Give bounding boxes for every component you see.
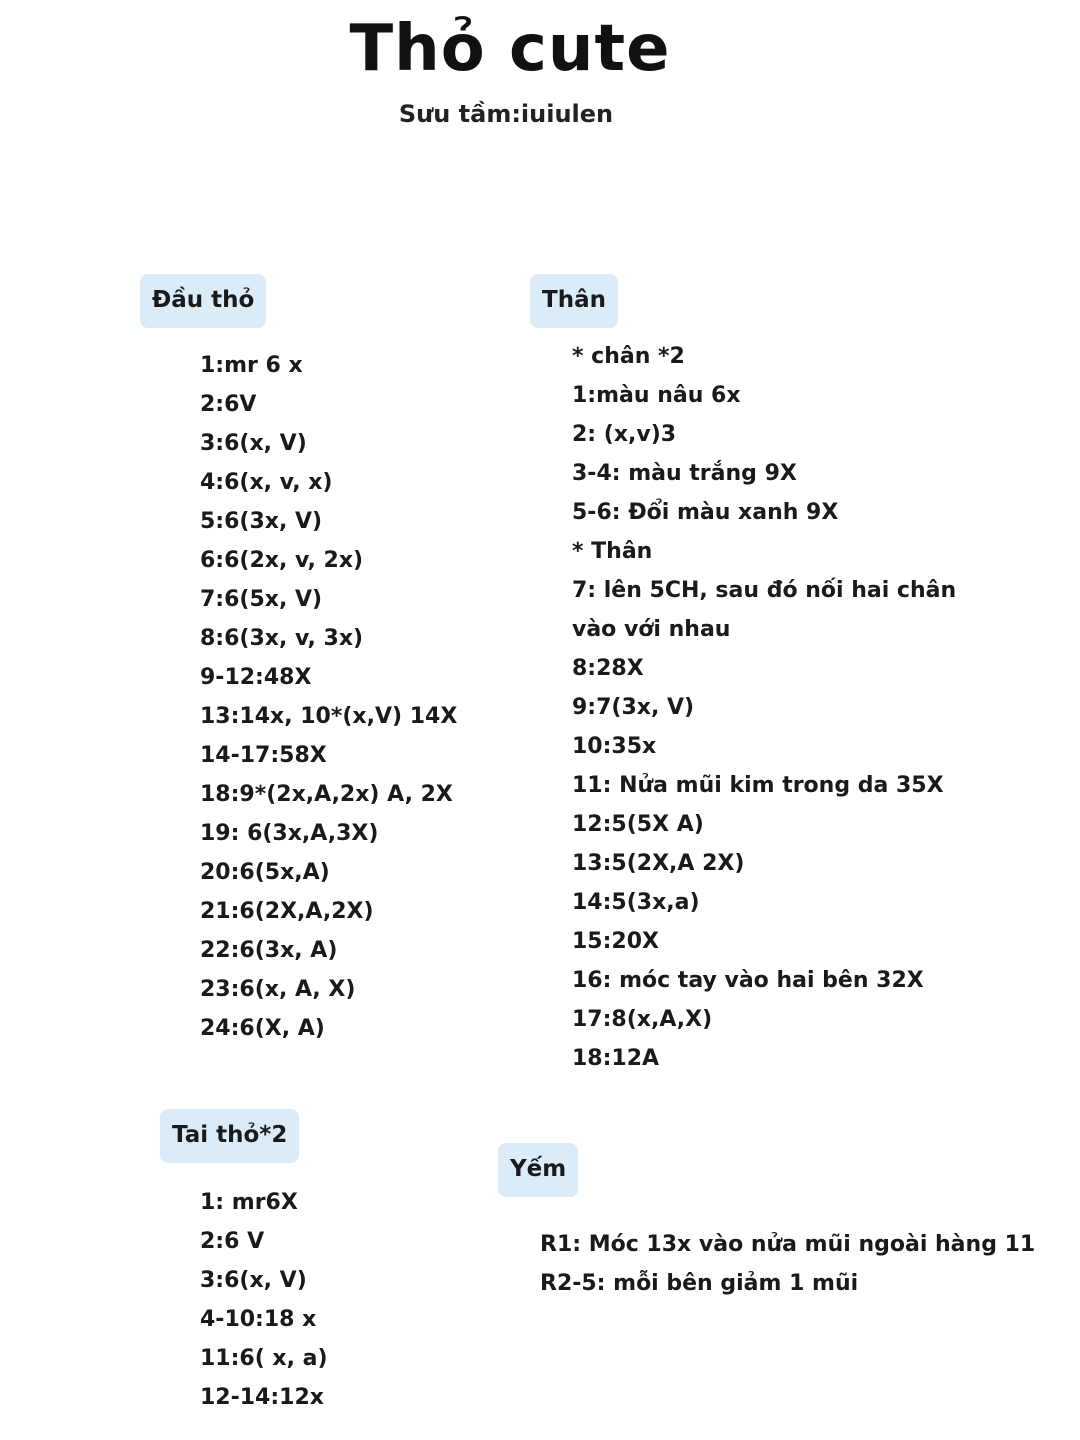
pattern-row: 14-17:58X [200,743,327,768]
pattern-row: R2-5: mỗi bên giảm 1 mũi [540,1271,859,1296]
section-heading-dau-tho: Đầu thỏ [140,274,266,328]
pattern-row: 2:6V [200,392,257,417]
pattern-row: 5-6: Đổi màu xanh 9X [572,500,839,525]
pattern-row: 13:14x, 10*(x,V) 14X [200,704,458,729]
pattern-row: 15:20X [572,929,659,954]
than-list [572,337,956,1078]
pattern-row: 9:7(3x, V) [572,695,695,720]
pattern-row: 16: móc tay vào hai bên 32X [572,968,924,993]
pattern-row: 7:6(5x, V) [200,587,323,612]
pattern-row: 9-12:48X [200,665,312,690]
pattern-row: 23:6(x, A, X) [200,977,356,1002]
yem-list [540,1225,1035,1303]
pattern-row: 21:6(2X,A,2X) [200,899,374,924]
pattern-row: 10:35x [572,734,657,759]
section-heading-than: Thân [530,274,618,328]
pattern-row: R1: Móc 13x vào nửa mũi ngoài hàng 11 [540,1232,1036,1257]
pattern-row: 4:6(x, v, x) [200,470,333,495]
pattern-row: 18:12A [572,1046,660,1071]
page-title: Thỏ cute [349,12,671,86]
pattern-row: * chân *2 [572,344,685,369]
dau-tho-list [200,346,457,1048]
pattern-row: vào với nhau [572,617,731,642]
pattern-row: 24:6(X, A) [200,1016,325,1041]
pattern-row: 5:6(3x, V) [200,509,323,534]
pattern-row: 17:8(x,A,X) [572,1007,713,1032]
pattern-row: 12-14:12x [200,1385,324,1410]
pattern-row: 11:6( x, a) [200,1346,328,1371]
pattern-row: * Thân [572,539,653,564]
pattern-row: 1:màu nâu 6x [572,383,741,408]
pattern-row: 13:5(2X,A 2X) [572,851,745,876]
section-heading-tai-tho: Tai thỏ*2 [160,1109,299,1163]
pattern-row: 1: mr6X [200,1190,298,1215]
pattern-row: 14:5(3x,a) [572,890,700,915]
pattern-row: 8:6(3x, v, 3x) [200,626,364,651]
pattern-row: 7: lên 5CH, sau đó nối hai chân [572,578,957,603]
pattern-row: 11: Nửa mũi kim trong da 35X [572,773,944,798]
section-heading-yem: Yếm [498,1143,578,1197]
page-subtitle: Sưu tầm:iuiulen [398,100,614,128]
pattern-row: 19: 6(3x,A,3X) [200,821,379,846]
pattern-row: 4-10:18 x [200,1307,317,1332]
pattern-row: 3:6(x, V) [200,1268,307,1293]
pattern-row: 3-4: màu trắng 9X [572,461,797,486]
pattern-row: 12:5(5X A) [572,812,704,837]
pattern-row: 6:6(2x, v, 2x) [200,548,364,573]
pattern-row: 18:9*(2x,A,2x) A, 2X [200,782,453,807]
pattern-row: 2:6 V [200,1229,265,1254]
pattern-row: 1:mr 6 x [200,353,303,378]
pattern-row: 22:6(3x, A) [200,938,338,963]
pattern-row: 3:6(x, V) [200,431,307,456]
pattern-row: 8:28X [572,656,644,681]
pattern-row: 2: (x,v)3 [572,422,677,447]
tai-tho-list [200,1183,328,1417]
pattern-row: 20:6(5x,A) [200,860,330,885]
